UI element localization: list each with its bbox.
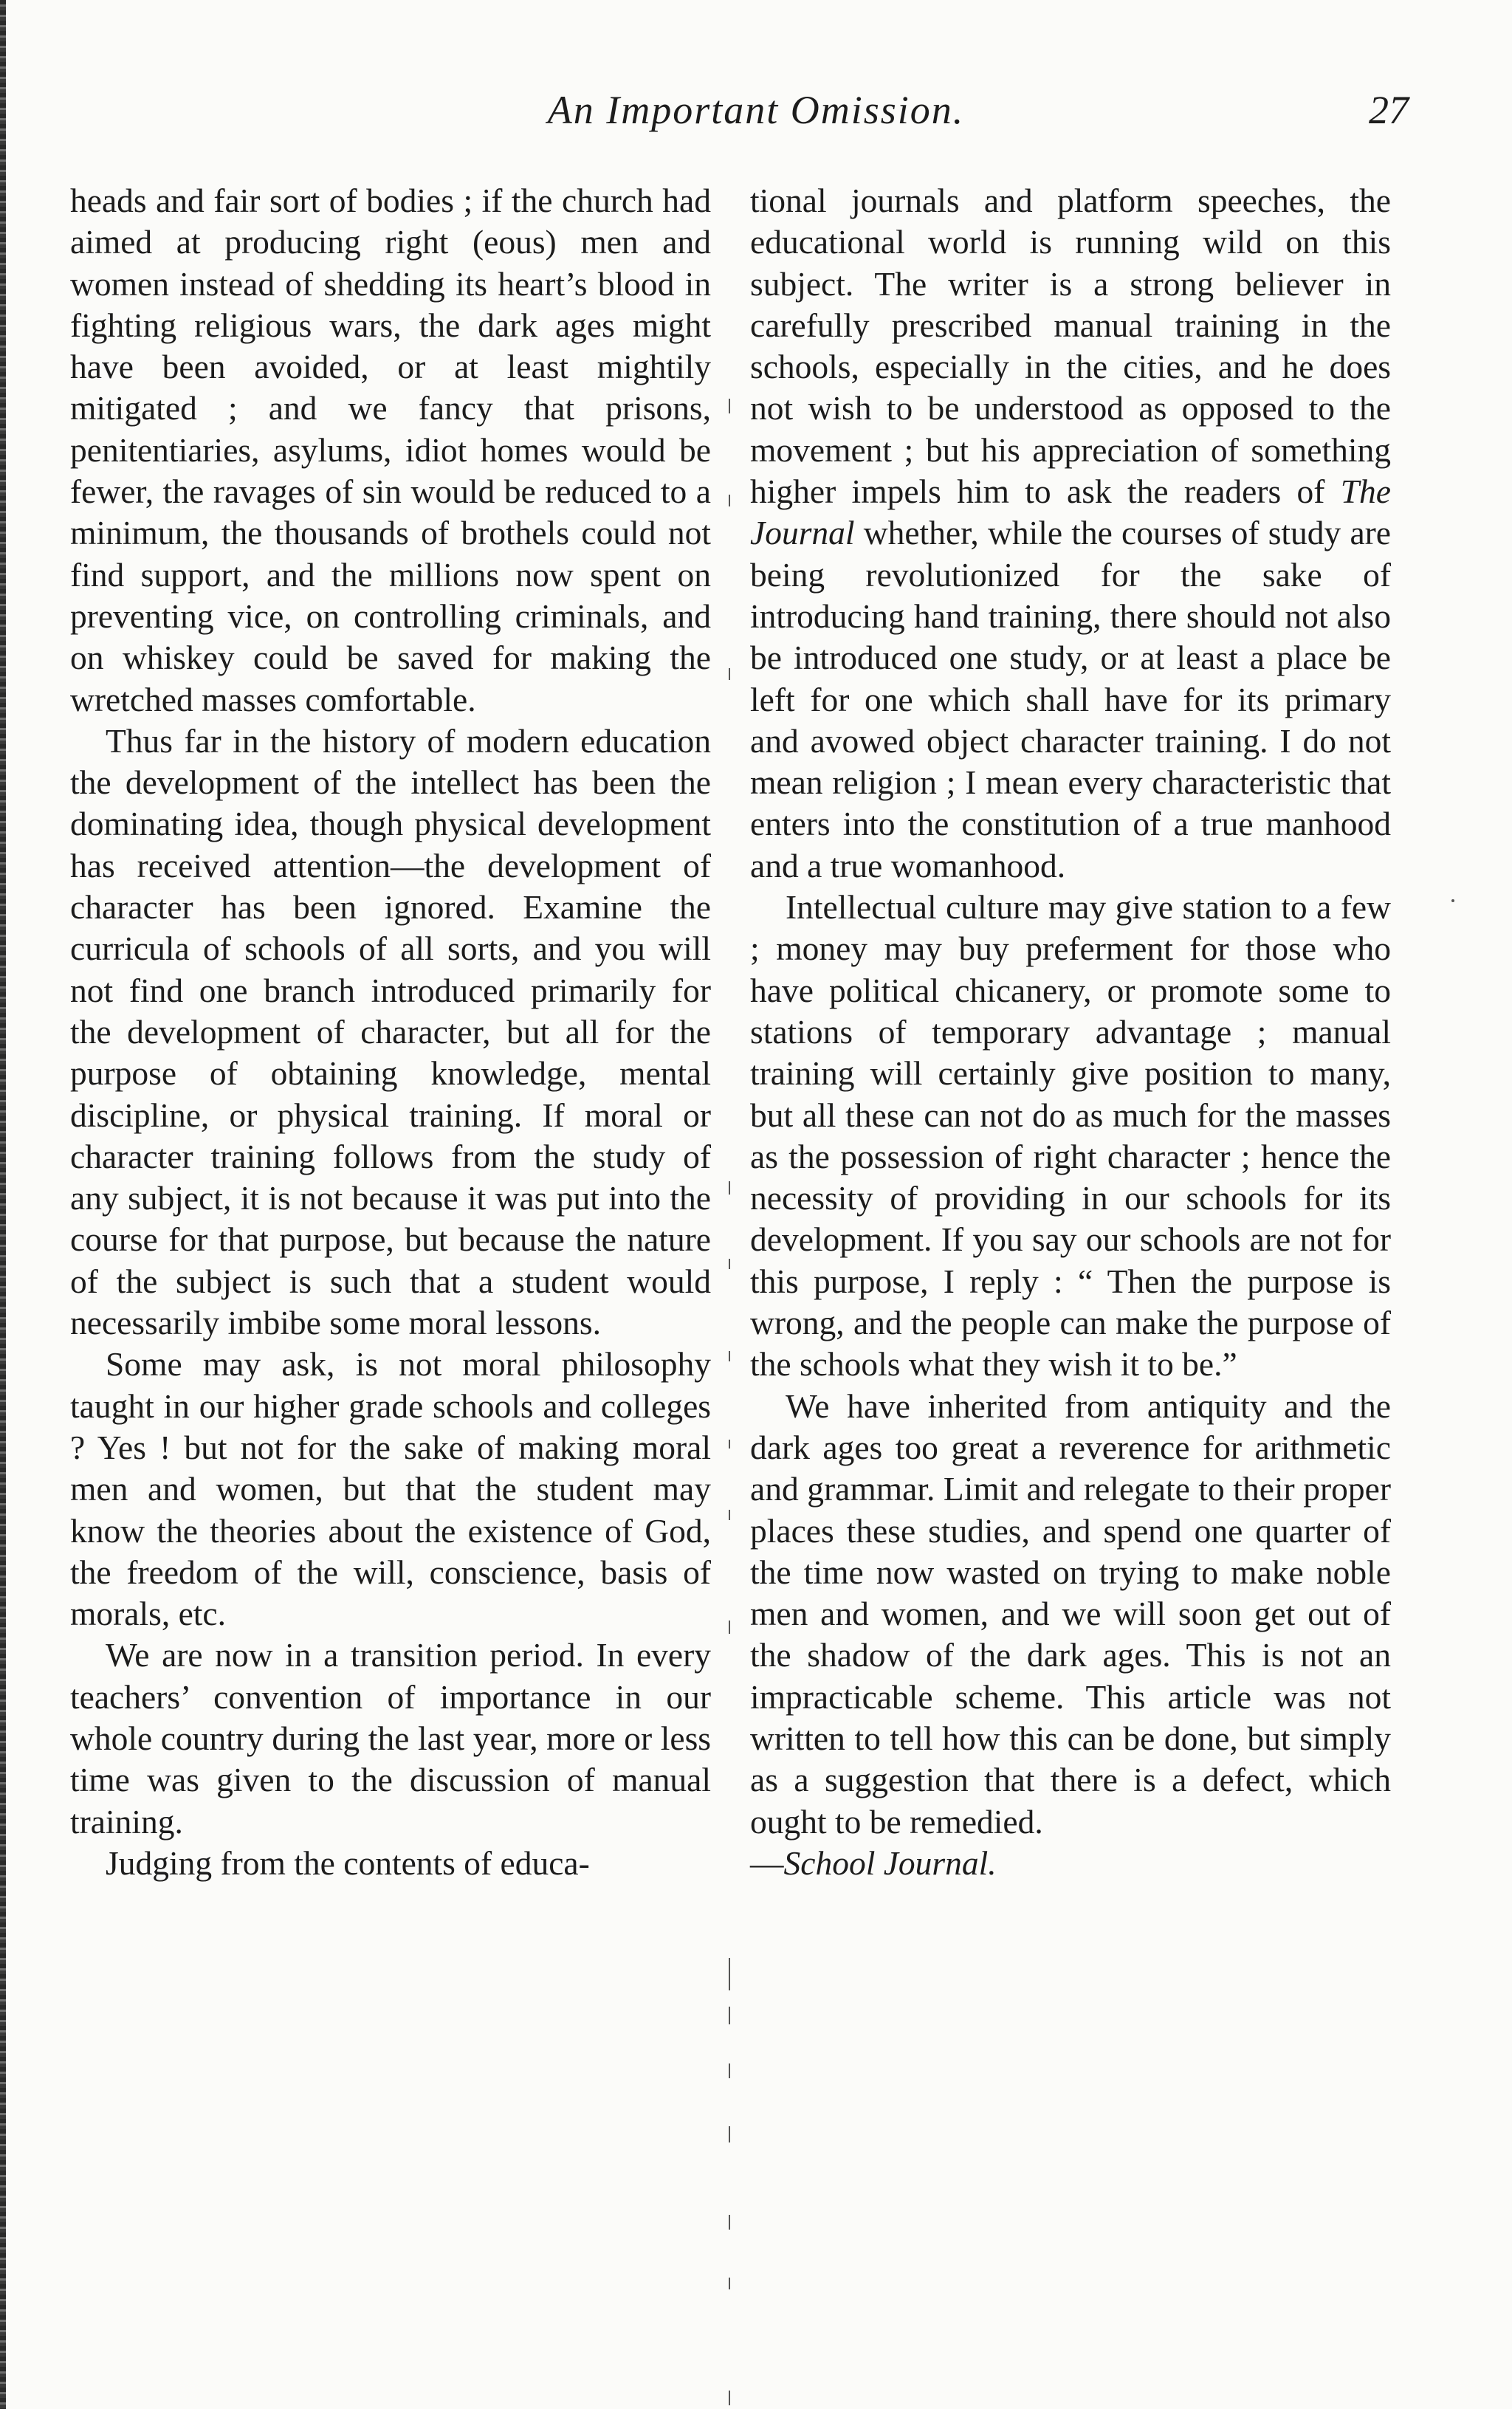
paragraph-journals-part-b: whether, while the courses of study are being revolutionized for the sake of introducing hand training, there should not also be introduced one study, or at least a place be left for one which shall have for its primary and avowed object character training. I do not mean religion ; I mean every characteristic that enters into the constitution of a true manhood and a true womanhood.: [750, 514, 1391, 884]
left-column: [70, 180, 711, 1884]
paragraph-journals: [750, 180, 1391, 887]
paragraph-journals-part-a: tional journals and platform speeches, the educational world is running wild on this subject. The writer is a strong believer in carefully prescribed manual training in the schools, especially in the cities, and he does not wish to be understood as opposed to the movement ; but his appreciation of something higher impels him to ask the readers of: [750, 182, 1391, 511]
signature-line: [750, 1843, 1391, 1884]
paragraph-transition-period: We are now in a transition period. In every teachers’ convention of importance in our whole country during the last year, more or less time was given to the discussion of manual training.: [70, 1636, 711, 1841]
signature-dash: —: [750, 1843, 784, 1882]
journal-title: The Journal: [750, 472, 1391, 552]
page-binding-edge: [0, 0, 6, 2409]
right-column: [750, 180, 1391, 1884]
column-gutter-marks: [724, 177, 735, 2289]
running-title: An Important Omission.: [547, 88, 965, 132]
paragraph-intellectual-culture: Intellectual culture may give station to a few ; money may buy preferment for those who have political chicanery, or promote some to stations of temporary advantage ; manual training will certainly give position to many, but all these can not do as much for the masses as the possession of right character ; hence the necessity of providing in our schools for its development. If you say our schools are not for this purpose, I reply : “ Then the purpose is wrong, and the people can make the purpose of the schools what they wish it to be.”: [750, 888, 1391, 1384]
paragraph-inherited: We have inherited from antiquity and the dark ages too great a reverence for arithmetic and grammar. Limit and relegate to their proper places these studies, and spend one quarter of the time now wasted on trying to make noble men and women, and we will soon get out of the shadow of the dark ages. This is not an impracticable scheme. This article was not written to tell how this can be done, but simply as a suggestion that there is a defect, which ought to be remedied.: [750, 1386, 1391, 1841]
paragraph-judging: Judging from the contents of educa-: [106, 1843, 590, 1882]
signature: School Journal.: [783, 1843, 997, 1882]
paragraph-continued: heads and fair sort of bodies ; if the church had aimed at producing right (eous) men and women instead of shedding its heart’s blood in fighting religious wars, the dark ages might have been avoided, or at least mightily mitigated ; and we fancy that prisons, penitentiaries, asylums, idiot homes would be fewer, the ravages of sin would be reduced to a minimum, the thousands of brothels could not find support, and the millions now spent on preventing vice, on controlling criminals, and on whiskey could be saved for making the wretched masses comfortable.: [70, 182, 711, 718]
page-number: 27: [1369, 88, 1409, 132]
paragraph-modern-education: Thus far in the history of modern education the development of the intellect has been the dominating idea, though physical development has received attention—the development of character has been ignored. Examine the curricula of schools of all sorts, and you will not find one branch introduced primarily for the development of character, but all for the purpose of obtaining knowledge, mental discipline, or physical training. If moral or character training follows from the study of any subject, it is not because it was put into the course for that purpose, but because the nature of the subject is such that a student would necessarily imbibe some moral lessons.: [70, 721, 711, 1342]
paragraph-moral-philosophy: Some may ask, is not moral philosophy taught in our higher grade schools and colleges ? Yes ! but not for the sake of making moral men and women, but that the student may know the theories about the existence of God, the freedom of the will, conscience, basis of morals, etc.: [70, 1345, 711, 1633]
margin-speck: [1451, 899, 1454, 902]
